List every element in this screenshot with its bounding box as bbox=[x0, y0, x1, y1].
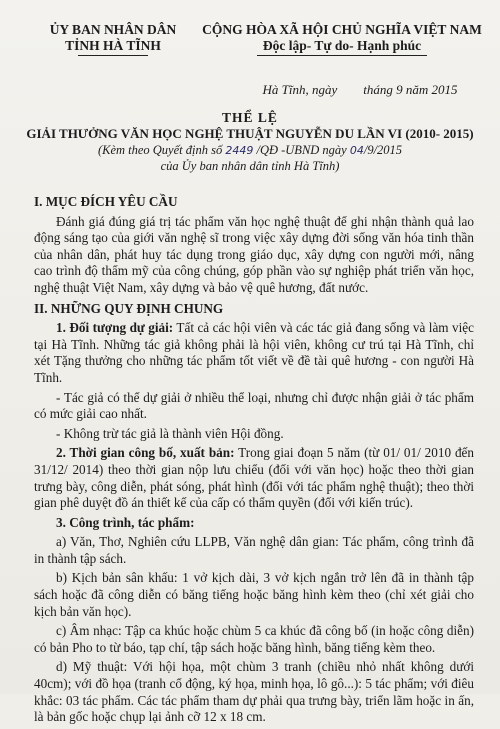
item-1-paragraph bbox=[34, 320, 474, 386]
document-body bbox=[34, 190, 474, 729]
document-title: THỂ LỆ bbox=[222, 110, 278, 125]
decision-text-c: /9/2015 bbox=[363, 143, 403, 157]
decision-reference bbox=[0, 143, 500, 158]
item-2-text: Trong giai đoạn 5 năm (từ 01/ 01/ 2010 đến 31/12/ 2014) theo thời gian nộp lưu chiểu (đối với văn học) hoặc theo thời gian trưng bày, công diễn, phát sóng, phát hình (đối với tác phẩm nghệ thuật); theo thời gian phê duyệt đồ án thiết kế của cấp có thẩm quyền (đối với kiến trúc). bbox=[34, 445, 474, 511]
section-2-heading: II. NHỮNG QUY ĐỊNH CHUNG bbox=[34, 300, 224, 316]
section-1-paragraph: Đánh giá đúng giá trị tác phẩm văn học nghệ thuật để ghi nhận thành quả lao động sáng tạo của giới văn nghệ sĩ trong việc xây dựng đời sống văn hóa tinh thần của nhân dân, phát huy tác dụng trong giáo dục, xây dựng con người mới, nâng cao trình độ thẩm mỹ của công chúng, góp phần vào sự nghiệp phát triển văn học, nghệ thuật Việt Nam, xây dựng và bảo vệ quê hương, đất nước. bbox=[34, 213, 474, 295]
document-subject: GIẢI THƯỞNG VĂN HỌC NGHỆ THUẬT NGUYỄN DU LẦN VI (2010- 2015) bbox=[26, 126, 474, 141]
national-motto bbox=[192, 22, 492, 56]
decision-text-b: /QĐ -UBND ngày bbox=[253, 143, 350, 157]
item-1-bullet-1: - Tác giả có thể dự giải ở nhiều thể loại, nhưng chỉ được nhận giải ở tác phẩm có mức giải cao nhất. bbox=[34, 389, 474, 422]
decision-issuer: của Ủy ban nhân dân tỉnh Hà Tĩnh) bbox=[160, 159, 340, 173]
org-underline bbox=[78, 55, 148, 56]
section-1-heading: I. MỤC ĐÍCH YÊU CẦU bbox=[34, 194, 178, 209]
item-3-heading bbox=[34, 515, 474, 532]
handwritten-decision-number: 2449 bbox=[225, 144, 254, 157]
org-line-2: TỈNH HÀ TĨNH bbox=[65, 38, 161, 53]
item-3a: a) Văn, Thơ, Nghiên cứu LLPB, Văn nghệ dân gian: Tác phẩm, công trình đã in thành tập sách. bbox=[34, 534, 474, 566]
item-2-label: 2. Thời gian công bố, xuất bản: bbox=[56, 445, 235, 461]
decision-text-a: (Kèm theo Quyết định số bbox=[97, 143, 226, 157]
item-3c: c) Âm nhạc: Tập ca khúc hoặc chùm 5 ca khúc đã công bố (in hoặc công diễn) có bản Pho to từ báo, tạp chí, tập sách hoặc băng hình, băng tiếng kèm theo. bbox=[34, 623, 474, 655]
motto-underline bbox=[257, 55, 427, 56]
item-3b: b) Kịch bản sân khấu: 1 vở kịch dài, 3 vở kịch ngắn trở lên đã in thành tập sách hoặc đã công diễn có băng tiếng hoặc băng hình kèm theo (chỉ xét giải cho kịch bản văn học). bbox=[34, 570, 474, 619]
item-1-text: Tất cả các hội viên và các tác giả đang sống và làm việc tại Hà Tĩnh. Những tác giả không phải là hội viên, không cư trú tại Hà Tĩnh, chỉ xét Tặng thưởng cho những tác phẩm tốt viết về đề tài quê hương - con người Hà Tĩnh. bbox=[34, 320, 474, 385]
item-1-label: 1. Đối tượng dự giải: bbox=[56, 320, 174, 336]
nation-line-1: CỘNG HÒA XÃ HỘI CHỦ NGHĨA VIỆT NAM bbox=[202, 22, 482, 37]
date-line: Hà Tĩnh, ngày tháng 9 năm 2015 bbox=[262, 82, 458, 97]
item-1-bullet-2: - Không trừ tác giả là thành viên Hội đồng. bbox=[56, 425, 284, 441]
item-3d: d) Mỹ thuật: Với hội họa, một chùm 3 tranh (chiều nhỏ nhất không dưới 40cm); với đồ họa (tranh cổ động, ký họa, minh họa, lô gô...): 5 tác phẩm; với điêu khắc: 03 tác phẩm. Các tác phẩm tham dự phải qua trưng bày, triển lãm hoặc in ấn, là bản gốc hoặc chụp lại ảnh cỡ 12 x 18 cm. bbox=[34, 659, 474, 725]
nation-line-2: Độc lập- Tự do- Hạnh phúc bbox=[262, 38, 422, 53]
item-2-paragraph bbox=[34, 445, 474, 511]
org-line-1: ỦY BAN NHÂN DÂN bbox=[49, 22, 177, 37]
item-3-label: 3. Công trình, tác phẩm: bbox=[56, 514, 195, 530]
handwritten-day: 04 bbox=[349, 144, 364, 157]
issuing-authority bbox=[28, 22, 198, 56]
